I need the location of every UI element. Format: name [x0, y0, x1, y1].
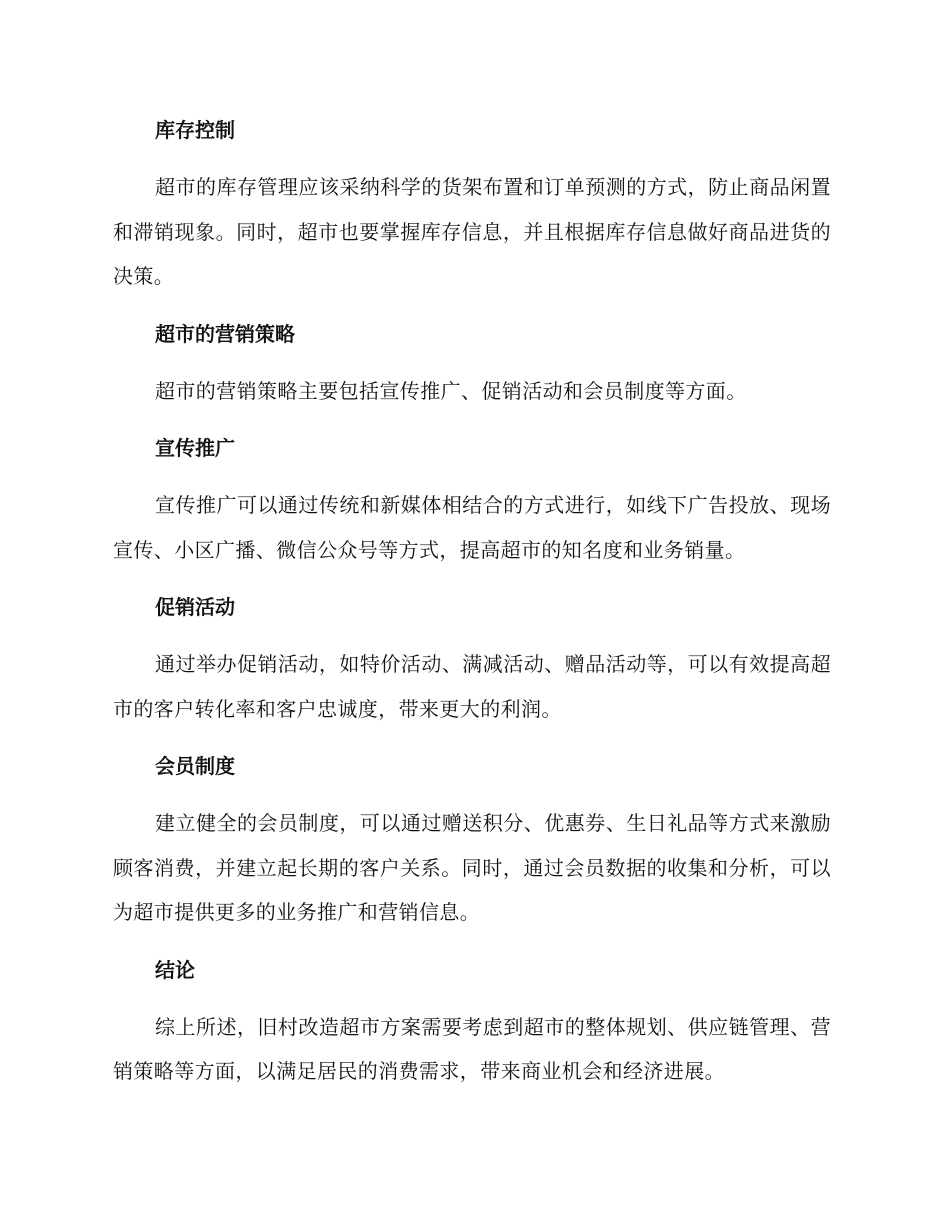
section-heading-sales-activities: 促销活动 [155, 595, 235, 619]
paragraph-inventory-control: 超市的库存管理应该采纳科学的货架布置和订单预测的方式，防止商品闲置和滞销现象。同时，超市也要掌握库存信息，并且根据库存信息做好商品进货的决策。 [113, 175, 831, 288]
section-heading-inventory-control: 库存控制 [155, 118, 235, 142]
paragraph-membership: 建立健全的会员制度，可以通过赠送积分、优惠券、生日礼品等方式来激励顾客消费，并建立起长期的客户关系。同时，通过会员数据的收集和分析，可以为超市提供更多的业务推广和营销信息。 [113, 811, 831, 924]
section-heading-conclusion: 结论 [155, 957, 195, 982]
paragraph-promotion: 宣传推广可以通过传统和新媒体相结合的方式进行，如线下广告投放、现场宣传、小区广播、微信公众号等方式，提高超市的知名度和业务销量。 [113, 493, 831, 562]
section-heading-membership: 会员制度 [155, 754, 235, 778]
paragraph-conclusion: 综上所述，旧村改造超市方案需要考虑到超市的整体规划、供应链管理、营销策略等方面，以满足居民的消费需求，带来商业机会和经济进展。 [113, 1014, 831, 1083]
section-heading-promotion: 宣传推广 [155, 436, 235, 460]
paragraph-marketing-strategy: 超市的营销策略主要包括宣传推广、促销活动和会员制度等方面。 [155, 378, 747, 403]
section-heading-marketing-strategy: 超市的营销策略 [155, 321, 295, 346]
document-page [113, 108, 831, 1094]
paragraph-sales-activities: 通过举办促销活动，如特价活动、满减活动、赠品活动等，可以有效提高超市的客户转化率和客户忠诚度，带来更大的利润。 [113, 652, 831, 721]
